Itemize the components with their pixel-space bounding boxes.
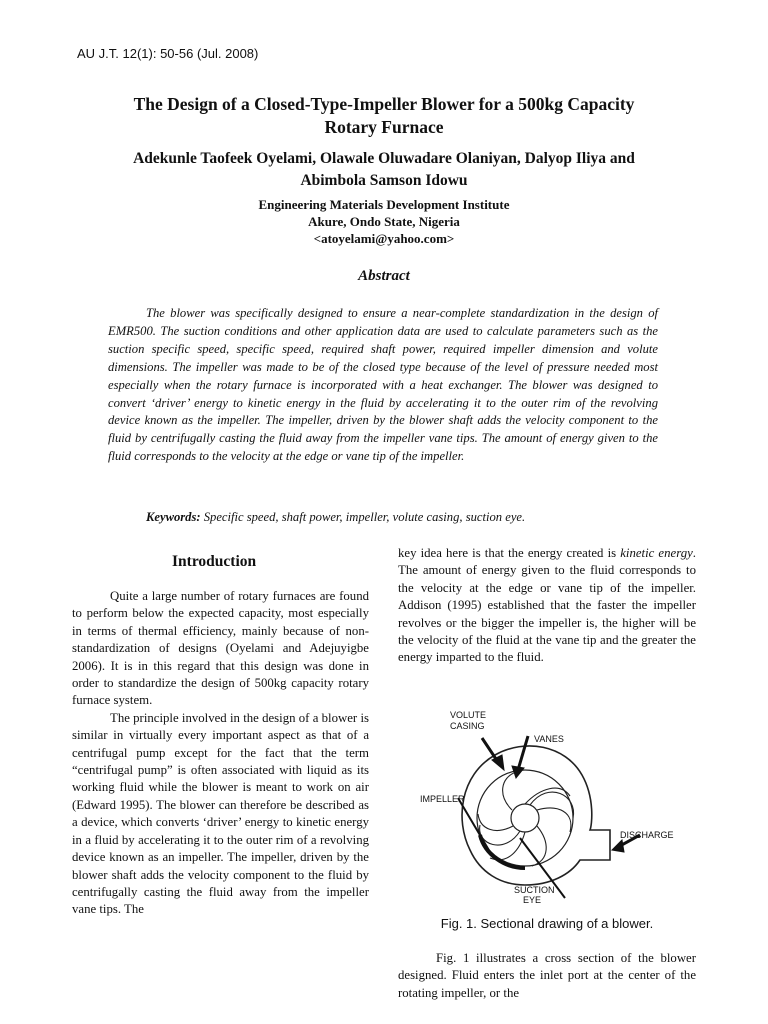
figure-caption: Fig. 1. Sectional drawing of a blower. xyxy=(440,916,654,931)
intro-paragraph-2: The principle involved in the design of a blower is similar in virtually every important aspect as that of a centrifugal pump except for the fact that the term “centrifugal pump” is often associated with liquid as its working fluid while the blower is meant to work on air (Edward 1995). The blower can therefore be described as a device, which converts ‘driver’ energy to kinetic energy in a fluid by accelerating it to the outer rim of a revolving device known as an impeller. The impeller, driven by the blower shaft adds the velocity component to the fluid by centrifugally casting the fluid away from the impeller vane tips. The xyxy=(72,710,369,917)
continued-text-pre: key idea here is that the energy created is xyxy=(398,546,621,560)
right-column-top xyxy=(398,545,696,667)
abstract-body: The blower was specifically designed to ensure a near-complete standardization in the design of EMR500. The suction conditions and other application data are used to calculate parameters such as the suction specific speed, specific speed, required shaft power, required impeller dimension and volute dimensions. The impeller was made to be of the closed type because of the level of pressure needed most especially when the rotary furnace is incorporated with a heat exchanger. The blower was designed to convert ‘driver’ energy to kinetic energy in the fluid by accelerating it to the outer rim of the revolving device known as the impeller. The impeller, driven by the blower shaft adds the velocity component to the fluid by centrifugally casting the fluid away from the impeller vane tips. The amount of energy given to the fluid corresponds to the velocity at the edge or vane tip of the impeller. xyxy=(108,306,658,464)
keywords-line xyxy=(146,510,666,525)
left-column xyxy=(72,588,369,919)
diagram-arrows xyxy=(458,736,640,898)
title-line-1: The Design of a Closed-Type-Impeller Blower for a 500kg Capacity xyxy=(133,94,635,114)
label-volute: VOLUTE xyxy=(450,710,487,720)
label-impeller: IMPELLER xyxy=(420,794,465,804)
keywords-label: Keywords: xyxy=(146,510,201,524)
label-eye: EYE xyxy=(523,895,542,905)
affiliation-line-2: Akure, Ondo State, Nigeria xyxy=(308,214,460,229)
paper-title xyxy=(60,93,708,139)
title-line-2: Rotary Furnace xyxy=(324,117,444,137)
label-vanes: VANES xyxy=(534,734,564,744)
right-column-bottom xyxy=(398,950,696,1002)
author-list xyxy=(60,148,708,192)
intro-paragraph-continued xyxy=(398,545,696,667)
intro-paragraph-1: Quite a large number of rotary furnaces are found to perform below the expected capacity, most especially in terms of thermal efficiency, mainly because of non-standardization of designs (Oyelami and Adejuyigbe 2006). It is in this regard that this design was done in order to standardize the design of 500kg capacity rotary furnace system. xyxy=(72,589,369,708)
suction-eye-circle xyxy=(511,804,539,832)
label-discharge: DISCHARGE xyxy=(620,830,674,840)
author-email: <atoyelami@yahoo.com> xyxy=(313,231,455,246)
introduction-heading: Introduction xyxy=(172,553,257,570)
blower-diagram xyxy=(410,700,700,910)
continued-text-emphasis: kinetic energy xyxy=(620,546,693,560)
journal-reference: AU J.T. 12(1): 50-56 (Jul. 2008) xyxy=(77,46,259,61)
label-casing: CASING xyxy=(450,721,485,731)
affiliation-line-1: Engineering Materials Development Institute xyxy=(258,197,510,212)
impeller-thick-arc xyxy=(480,835,525,868)
keywords-text: Specific speed, shaft power, impeller, volute casing, suction eye. xyxy=(200,510,526,524)
continued-text-post: . The amount of energy given to the fluid corresponds to the velocity at the edge or vane tip of the impeller. Addison (1995) established that the faster the impeller revolves or the bigger the impeller is, the higher will be the velocity of the fluid at the vane tip and the greater the energy imparted to the fluid. xyxy=(398,546,696,665)
authors-line-1: Adekunle Taofeek Oyelami, Olawale Oluwadare Olaniyan, Dalyop Iliya and xyxy=(133,150,635,167)
paragraph-after-figure: Fig. 1 illustrates a cross section of the blower designed. Fluid enters the inlet port at the center of the rotating impeller, or the xyxy=(398,951,696,1000)
authors-line-2: Abimbola Samson Idowu xyxy=(300,172,468,189)
label-suction: SUCTION xyxy=(514,885,555,895)
affiliation xyxy=(60,196,708,247)
abstract-heading: Abstract xyxy=(358,268,410,284)
